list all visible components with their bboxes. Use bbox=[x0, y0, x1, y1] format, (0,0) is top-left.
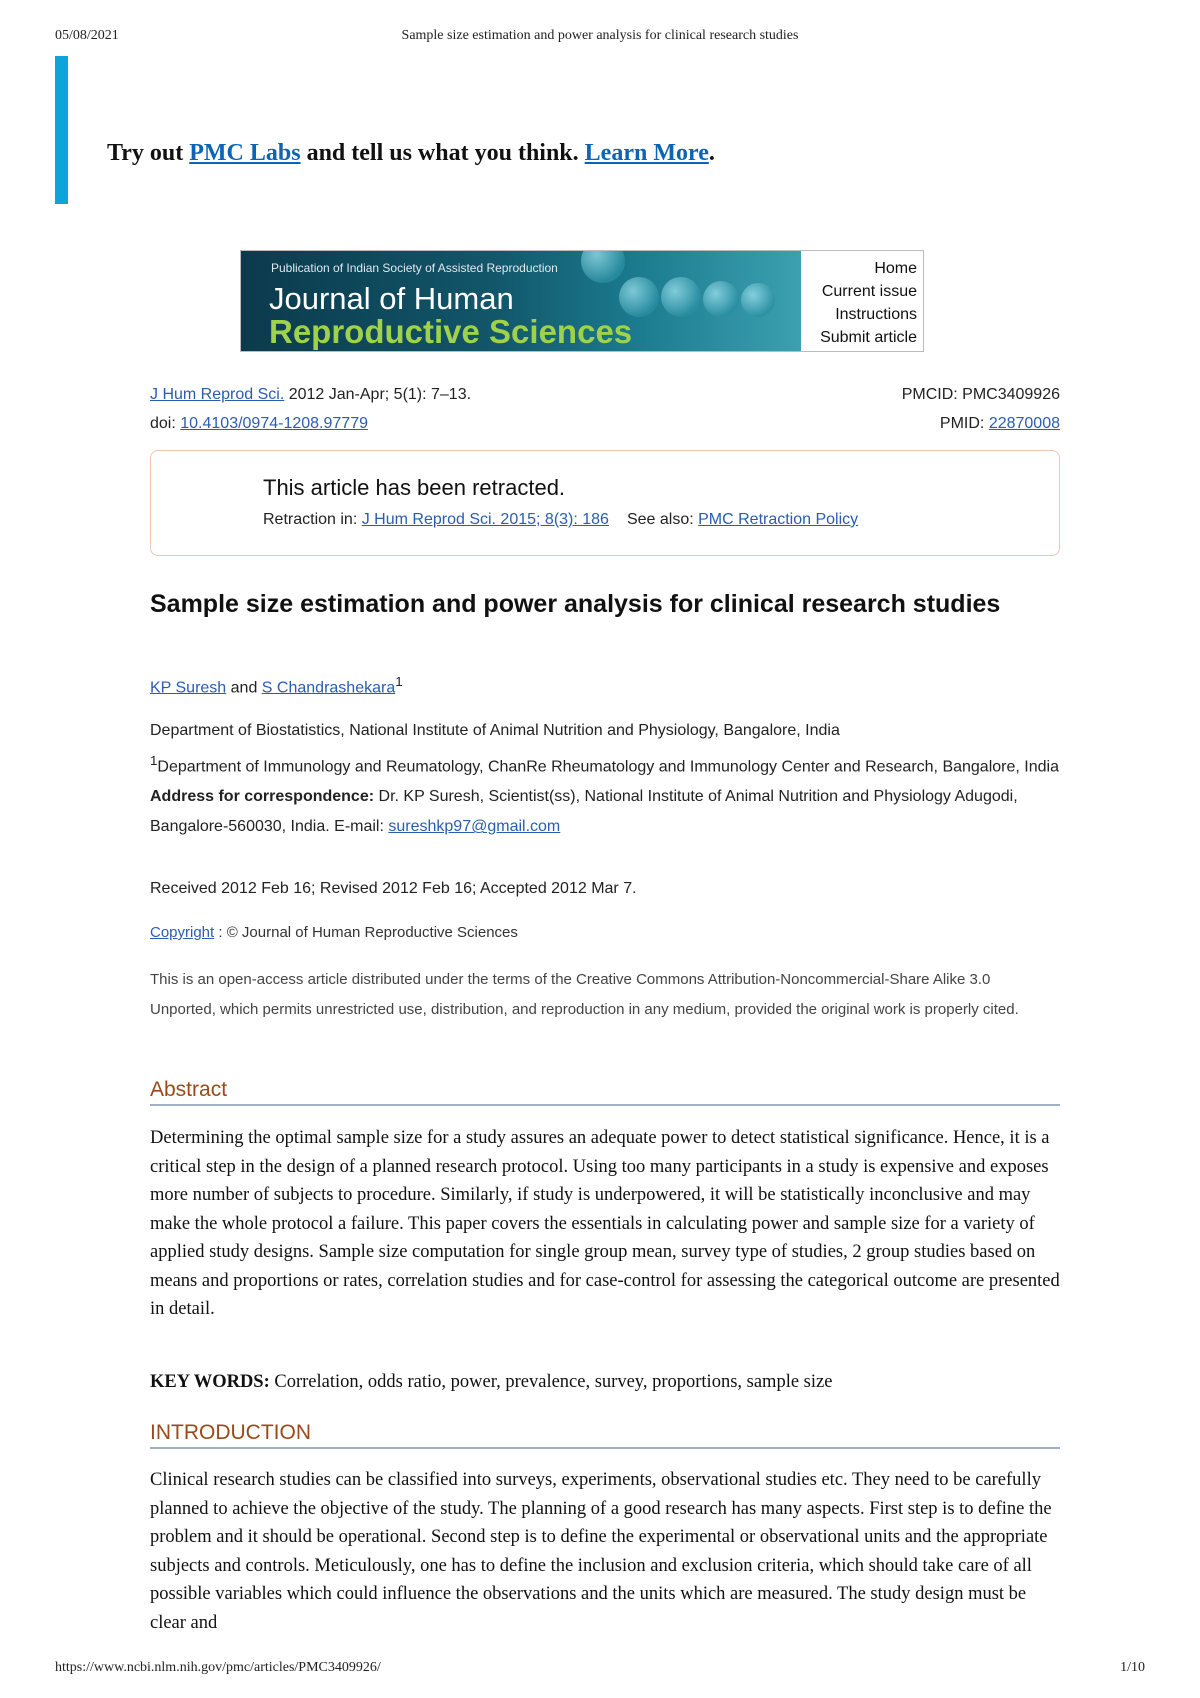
banner-message: Try out PMC Labs and tell us what you think. Learn More. bbox=[107, 140, 715, 166]
pmid-link[interactable]: 22870008 bbox=[988, 415, 1060, 432]
doi-link[interactable]: 10.4103/0974-1208.97779 bbox=[180, 415, 368, 432]
journal-banner bbox=[240, 250, 924, 352]
pmcid: PMCID: PMC3409926 bbox=[901, 386, 1060, 403]
journal-name-line2: Reproductive Sciences bbox=[269, 313, 633, 350]
copyright-link[interactable]: Copyright bbox=[150, 924, 215, 941]
retraction-in-link[interactable]: J Hum Reprod Sci. 2015; 8(3): 186 bbox=[361, 511, 609, 528]
decorative-bead bbox=[661, 277, 701, 317]
journal-banner-art bbox=[241, 251, 801, 351]
journal-link[interactable]: J Hum Reprod Sci. bbox=[150, 386, 285, 403]
decorative-bead bbox=[703, 281, 739, 317]
introduction-heading: INTRODUCTION bbox=[150, 1421, 1060, 1449]
correspondence: Address for correspondence: Dr. KP Suresh, Scientist(ss), National Institute of Animal Nutrition and Physiology Adugodi, Bangalore-560030, India. E-mail: sureshkp97@gmail.com bbox=[150, 788, 1018, 836]
journal-nav-instructions[interactable]: Instructions bbox=[835, 306, 917, 323]
license-text: This is an open-access article distributed under the terms of the Creative Commons Attribution-Noncommercial-Share Alike 3.0 Unported, which permits unrestricted use, distribution, and reproduction in any medium, provided the original work is properly cited. bbox=[150, 971, 1019, 1018]
print-url: https://www.ncbi.nlm.nih.gov/pmc/articles/PMC3409926/ bbox=[55, 1660, 381, 1675]
article-title: Sample size estimation and power analysis for clinical research studies bbox=[150, 590, 1001, 618]
affiliations bbox=[150, 716, 1070, 842]
journal-nav-submit-article[interactable]: Submit article bbox=[820, 329, 917, 346]
print-footer bbox=[55, 1660, 1145, 1680]
author-link[interactable]: S Chandrashekara bbox=[261, 679, 396, 697]
citation-issue: 2012 Jan-Apr; 5(1): 7–13. bbox=[284, 386, 472, 403]
pmid-label: PMID: bbox=[939, 415, 989, 432]
email-link[interactable]: sureshkp97@gmail.com bbox=[388, 818, 561, 836]
introduction-text: Clinical research studies can be classified into surveys, experiments, observational studies etc. They need to be carefully planned to achieve the objective of the study. The planning of a good research has many aspects. First step is to define the problem and it should be operational. Second step is to define the experimental or observational units and the appropriate subjects and controls. Meticulously, one has to define the inclusion and exclusion criteria, which should take care of all possible variables which could influence the observations and the units which are measured. The study design must be clear and bbox=[150, 1470, 1052, 1633]
abstract-text: Determining the optimal sample size for a study assures an adequate power to detect statistical significance. Hence, it is a critical step in the design of a planned research protocol. Using too many participants in a study is expensive and exposes more number of subjects to procedure. Similarly, if study is underpowered, it will be statistically inconclusive and may make the whole protocol a failure. This paper covers the essentials in calculating power and sample size for a variety of applied study designs. Sample size computation for single group mean, survey type of studies, 2 group studies based on means and proportions or rates, correlation studies and for case-control for assessing the categorical outcome are presented in detail. bbox=[150, 1128, 1060, 1319]
journal-nav-home[interactable]: Home bbox=[874, 260, 917, 277]
doi-label: doi: bbox=[150, 415, 181, 432]
learn-more-link[interactable]: Learn More bbox=[584, 140, 709, 166]
print-page-number: 1/10 bbox=[1120, 1660, 1145, 1675]
article-dates: Received 2012 Feb 16; Revised 2012 Feb 16; Accepted 2012 Mar 7. bbox=[150, 880, 637, 897]
print-date: 05/08/2021 bbox=[55, 28, 119, 43]
journal-nav bbox=[799, 257, 917, 349]
citation-right bbox=[902, 380, 1060, 438]
journal-nav-current-issue[interactable]: Current issue bbox=[821, 283, 917, 300]
affiliation-1: Department of Biostatistics, National Institute of Animal Nutrition and Physiology, Bangalore, India bbox=[150, 722, 840, 739]
decorative-bead bbox=[741, 283, 775, 317]
copyright-line: Copyright : © Journal of Human Reproductive Sciences bbox=[150, 924, 518, 941]
author-link[interactable]: KP Suresh bbox=[150, 679, 227, 697]
retraction-title: This article has been retracted. bbox=[263, 475, 566, 500]
retraction-line: Retraction in: J Hum Reprod Sci. 2015; 8(3): 186 See also: PMC Retraction Policy bbox=[263, 511, 859, 528]
banner-accent-bar bbox=[55, 56, 68, 204]
print-header bbox=[55, 28, 1145, 48]
affiliation-2: $^1$Department of Immunology and Reumatology, ChanRe Rheumatology and Immunology Center and Research, Bangalore, India bbox=[150, 753, 1059, 776]
keywords: KEY WORDS: Correlation, odds ratio, power, prevalence, survey, proportions, sample size bbox=[150, 1372, 833, 1392]
author-list: KP Suresh and S Chandrashekara$^1$ bbox=[150, 674, 403, 697]
pmc-labs-banner bbox=[55, 56, 1145, 204]
abstract-heading: Abstract bbox=[150, 1078, 1060, 1106]
retraction-notice bbox=[150, 450, 1060, 556]
journal-publication-line: Publication of Indian Society of Assisted Reproduction bbox=[271, 261, 558, 275]
decorative-bead bbox=[619, 277, 659, 317]
author-affiliation-sup: 1 bbox=[395, 674, 403, 689]
citation-left bbox=[150, 380, 471, 438]
journal-name-line1: Journal of Human bbox=[269, 281, 514, 316]
decorative-bead bbox=[581, 251, 625, 283]
print-title: Sample size estimation and power analysis for clinical research studies bbox=[401, 28, 799, 43]
retraction-policy-link[interactable]: PMC Retraction Policy bbox=[698, 511, 859, 528]
pmc-labs-link[interactable]: PMC Labs bbox=[189, 140, 301, 166]
